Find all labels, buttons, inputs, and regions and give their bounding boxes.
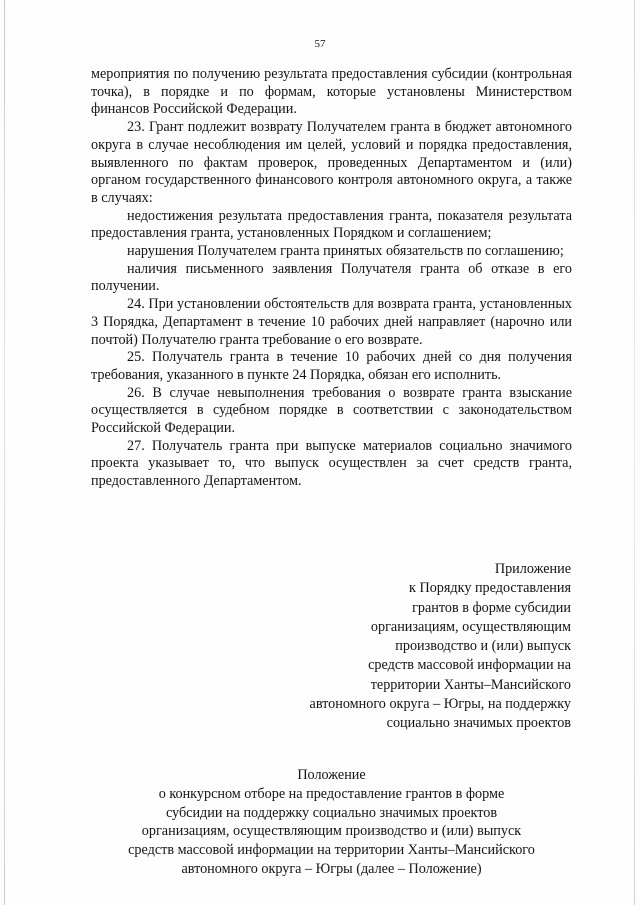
page-number: 57: [314, 38, 326, 50]
regulation-title-line: автономного округа – Югры (далее – Положение): [181, 860, 482, 877]
paragraph-23-c: наличия письменного заявления Получателя гранта об отказе в его получении.: [91, 260, 572, 295]
paragraph-26: 26. В случае невыполнения требования о возврате гранта взыскание осуществляется в судебном порядке в соответствии с законодательством Российской Федерации.: [91, 384, 572, 437]
paragraph-25: 25. Получатель гранта в течение 10 рабочих дней со дня получения требования, указанного в пункте 24 Порядка, обязан его исполнить.: [91, 349, 572, 383]
paragraph-23: 23. Грант подлежит возврату Получателем гранта в бюджет автономного округа в случае несоблюдения им целей, условий и порядка предоставления, выявленного по фактам проверок, проведенных Департаментом и (или) органом государственного финансового контроля автономного округа, а также в случаях:: [91, 119, 572, 206]
paragraph-23-b: нарушения Получателем гранта принятых обязательств по соглашению;: [127, 243, 564, 260]
paragraph-24: 24. При установлении обстоятельств для возврата гранта, установленных 3 Порядка, Департамент в течение 10 рабочих дней направляет (нарочно или почтой) Получателю гранта требование о его возврате.: [91, 296, 572, 348]
paragraph-23-a: недостижения результата предоставления гранта, показателя результата предоставления гранта, установленных Порядком и соглашением;: [91, 207, 572, 242]
appendix-line: автономного округа – Югры, на поддержку: [309, 696, 571, 713]
appendix-line: грантов в форме субсидии: [412, 599, 571, 616]
appendix-line: Приложение: [494, 561, 571, 577]
appendix-line: к Порядку предоставления: [409, 580, 571, 597]
appendix-heading: [310, 560, 571, 734]
regulation-title-line: о конкурсном отборе на предоставление грантов в форме: [158, 785, 505, 802]
appendix-line: средств массовой информации на: [368, 657, 571, 674]
paragraph-continuation: мероприятия по получению результата предоставления субсидии (контрольная точка), в порядке и по формам, которые установлены Министерством финансов Российской Федерации.: [91, 66, 572, 118]
paragraph-27: 27. Получатель гранта при выпуске материалов социально значимого проекта указывает то, что выпуск осуществлен за счет средств гранта, предоставленного Департаментом.: [91, 437, 572, 490]
scan-edge-right: [634, 0, 635, 905]
regulation-title-line: организациям, осуществляющим производство и (или) выпуск: [141, 823, 522, 840]
appendix-line: производство и (или) выпуск: [395, 638, 571, 655]
scan-edge-left: [4, 0, 5, 905]
regulation-title-line: субсидии на поддержку социально значимых проектов: [165, 804, 498, 821]
regulation-title-heading: Положение: [297, 767, 366, 783]
body-text: [91, 66, 572, 491]
appendix-line: организациям, осуществляющим: [370, 618, 571, 635]
appendix-line: социально значимых проектов: [386, 715, 571, 732]
regulation-title: [91, 766, 572, 879]
regulation-title-line: средств массовой информации на территории Ханты–Мансийского: [128, 842, 535, 859]
appendix-line: территории Ханты–Мансийского: [370, 676, 571, 693]
